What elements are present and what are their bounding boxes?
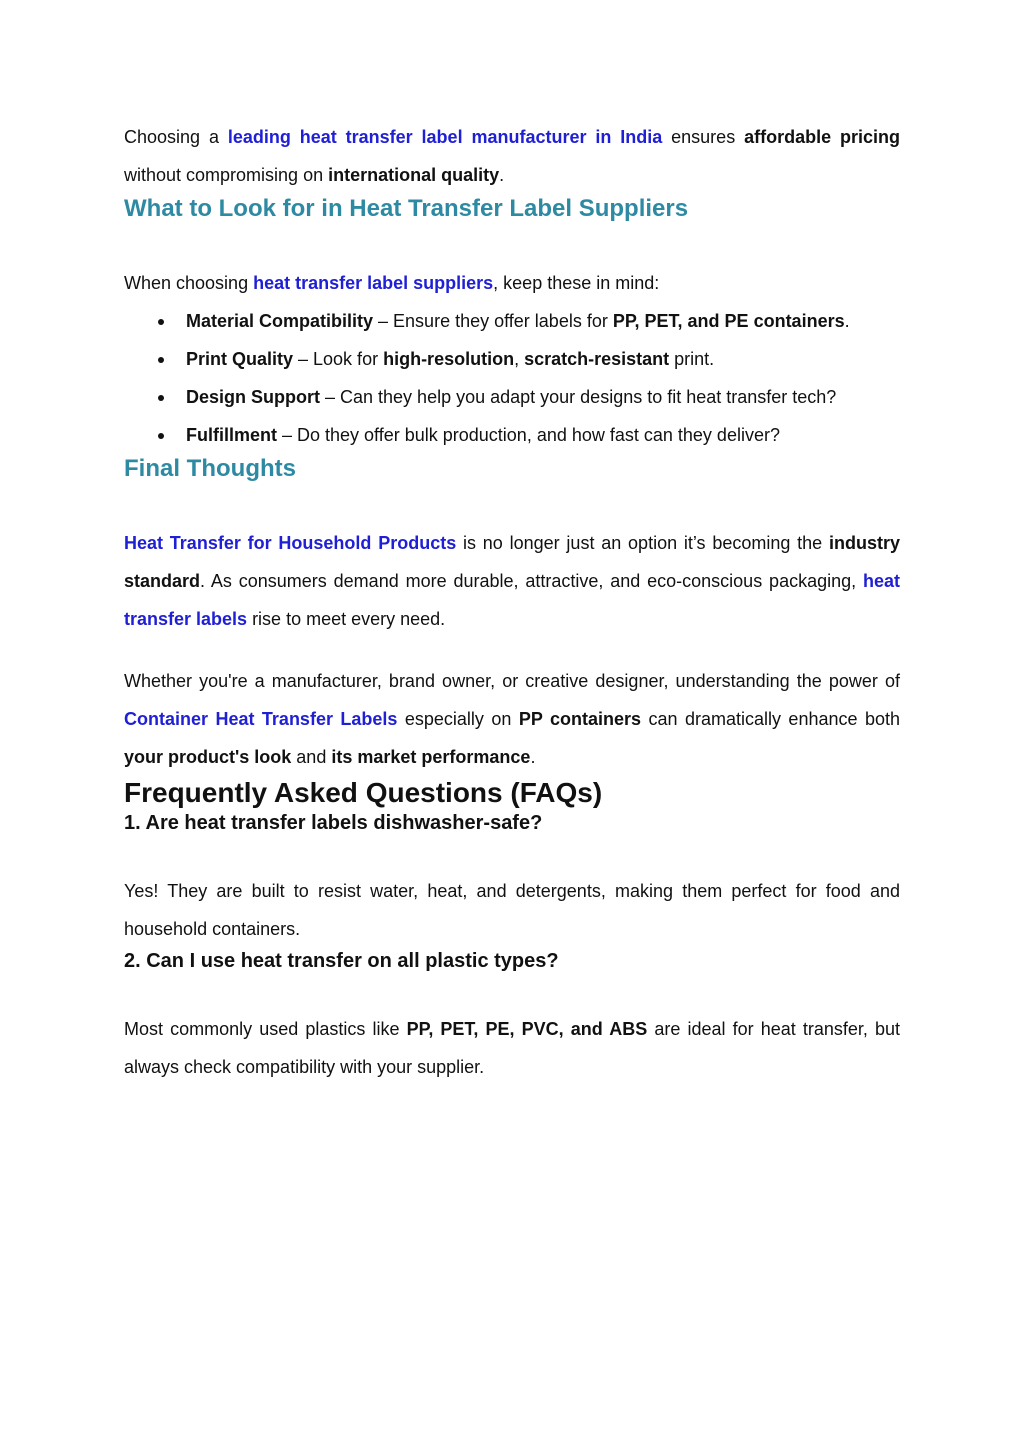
suppliers-lead: When choosing heat transfer label suppliers, keep these in mind: xyxy=(124,273,660,293)
suppliers-checklist xyxy=(124,302,900,454)
document-page xyxy=(124,118,900,1086)
link-heat-transfer-household-products[interactable]: Heat Transfer for Household Products xyxy=(124,533,457,553)
final-paragraph-2: Whether you're a manufacturer, brand owner, or creative designer, understanding the power of Container Heat Transfer Labels especially on PP containers can dramatically enhance both your product's look and its market performance. xyxy=(124,671,900,767)
bold-international-quality: international quality xyxy=(328,165,500,185)
final-thoughts-heading: Final Thoughts xyxy=(124,455,296,482)
list-item: Print Quality – Look for high-resolution, scratch-resistant print. xyxy=(186,340,900,378)
link-heat-transfer-label-suppliers[interactable]: heat transfer label suppliers xyxy=(253,273,494,293)
final-paragraph-1: Heat Transfer for Household Products is no longer just an option it’s becoming the industry standard. As consumers demand more durable, attractive, and eco-conscious packaging, heat transfer labels rise to meet every need. xyxy=(124,533,900,629)
list-item: Design Support – Can they help you adapt your designs to fit heat transfer tech? xyxy=(186,378,900,416)
link-container-heat-transfer-labels[interactable]: Container Heat Transfer Labels xyxy=(124,709,398,729)
faq-answer-1: Yes! They are built to resist water, heat, and detergents, making them perfect for food and household containers. xyxy=(124,881,900,939)
faq-heading: Frequently Asked Questions (FAQs) xyxy=(124,777,603,808)
list-item: Material Compatibility – Ensure they offer labels for PP, PET, and PE containers. xyxy=(186,302,900,340)
list-item: Fulfillment – Do they offer bulk production, and how fast can they deliver? xyxy=(186,416,900,454)
link-heat-transfer-labels[interactable]: heat transfer labels xyxy=(124,571,900,629)
faq-question-2: 2. Can I use heat transfer on all plastic types? xyxy=(124,950,559,972)
bold-affordable-pricing: affordable pricing xyxy=(744,127,900,147)
suppliers-heading: What to Look for in Heat Transfer Label Suppliers xyxy=(124,195,689,222)
intro-paragraph: Choosing a leading heat transfer label manufacturer in India ensures affordable pricing without compromising on international quality. xyxy=(124,127,900,185)
faq-answer-2: Most commonly used plastics like PP, PET, PE, PVC, and ABS are ideal for heat transfer, but always check compatibility with your supplier. xyxy=(124,1019,900,1077)
faq-question-1: 1. Are heat transfer labels dishwasher-safe? xyxy=(124,812,543,834)
link-heat-transfer-manufacturer-india[interactable]: leading heat transfer label manufacturer in India xyxy=(227,127,663,147)
